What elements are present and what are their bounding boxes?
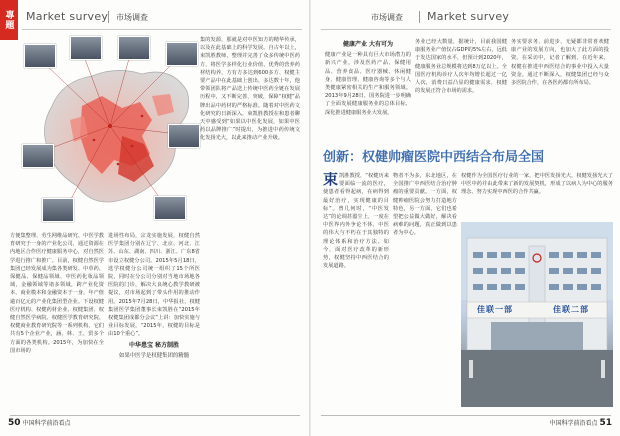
- pull-line: 如果中医学是权健集团的精髓: [118, 352, 190, 359]
- article-text: 进场性布局，宗龙实施发展，权健自然医学集团分别在辽宁、北京、河北、江苏、山东、湖南、四川、浙江、广东8省市设立权健分公司。2015年5月18日，选学权健分公司统一组织了15个所医院，同时在分公司分别对当地市场地各医院的门诊，解决大良统心教学教研被提议，对市场起到了带头作用的推动作用。2015年7月28日，中华报社，权健集团医学集团董事长束凯胜在“2015年权健集团成都分会议”上讲：加快实施与业目标发展，“2015年，权健的目标是由10个重心”。: [108, 233, 200, 338]
- page-number: 50: [8, 418, 21, 428]
- clinic-thumbnail: [24, 44, 56, 68]
- header-rule: [321, 29, 611, 30]
- clinic-thumbnail: [70, 36, 102, 60]
- publication-name: 中国科学前沿看点: [22, 420, 71, 427]
- article-column: 权健作为全国医疗行业的一家，把中医发扬光大，权健发扬光大了中医中药并由此带来了新的发展契机，形成了以病人为中心的服务理念，努力实现中西医的合作共赢。: [461, 173, 613, 196]
- clinic-thumbnail: [22, 144, 54, 168]
- header-rule: [22, 29, 302, 30]
- clinic-thumbnail: [166, 42, 198, 66]
- article-column-lead: [323, 172, 389, 408]
- header-english: Market survey: [427, 10, 510, 23]
- section-tab: 專題: [0, 0, 18, 40]
- right-page: [311, 0, 620, 436]
- hospital-photo: [461, 222, 613, 407]
- header-chinese: 市场调查: [116, 13, 148, 22]
- article-column: 方便集整理、劳生网维品研究、中医学教育研究于一身的产业化公司，通过资源在内地区合作医疗健康服务中心，对自然医学进行推广和推广。目前，权健自然医学集团已经发展成为集各类研发、中草药、保健品、保健品领域、中医药化妆品领域，金融领域等诸多领域，跨产业化资本，商业模本和金融资本于一身，年产值逾百亿元的产业化集团型企业。下设权健医疗机构、权健药材企业、权健集团、权健自然医学病院、权健医学教育研究院、权健商业教育研究院等一系列机构，它们共有5个企业产业，涵、林、王、贸多个方面的各类机构。2015年，为加快在全国市场的: [10, 233, 104, 354]
- page-folio: [8, 418, 70, 428]
- subheading: 中华患宝 秘方制胜: [128, 341, 180, 349]
- header-separator: [108, 11, 109, 23]
- left-page: [0, 0, 309, 436]
- footer-rule: [10, 415, 300, 416]
- article-column: 务实要求务、前进步、无疑都非常喜欢健康产业的发展方向，也加大了此方面的投资。在采访中，记者了解到，在近年来，权健在推进中西医结合的事业中投入大量资金。通过不断深入，权健集团已经与众多医院合作，在各医药都有所布局。: [511, 39, 609, 87]
- dropcap: 束: [323, 172, 339, 188]
- header-english: Market survey: [26, 10, 109, 23]
- building-sign-left: 佳联一部: [477, 305, 513, 314]
- clinic-thumbnail: [42, 198, 74, 222]
- article-column: 物者不为多，东北地区，在全国推广中西医结合治疗肿瘤的重要贡献。一方面，权健帅瘤医院会努力打造地方特色，另一方面，它们也希望把公益做大做好，解决看病难的问题，真正做到以患者为中心。: [393, 173, 457, 237]
- article-column: [325, 38, 411, 142]
- dropcap-box: [323, 172, 337, 187]
- china-map-figure: [22, 36, 200, 226]
- article-title: 创新：权健帅瘤医院中西结合布局全国: [323, 150, 545, 165]
- page-folio: [550, 418, 612, 428]
- publication-name: 中国科学前沿看点: [549, 420, 598, 427]
- article-column: 集的发源，那就是对中医知方的精华传承，以及在此基础上的科学发展。自古年以上，束凯胜教师，整理并完善了众多传统中医药方，将医学多样化行业价值、优秀的营养药材结构养，方有方多达到600多方、权健主要产品中在此基础上创出、多达数十年，他带领团队将产品送上传统中医药全链在发展历程中，又不断完善，突破，保障“权健”品牌出品中药材的严格标准。随着对中医药文化研究的日新深入，束凯胜教授在和患者聊天中感受到“如果以中医化发展，如果中医药以品牌推广”时提出，为推进中药传统文化发扬光大，以此来推动产业升级。: [200, 37, 300, 142]
- header-chinese: 市场调查: [371, 13, 403, 22]
- subheading: 健康产业 大有可为: [342, 41, 394, 48]
- article-column: 务业已经大数量，据统计，目前我国健康服务业产值仅占GDP的5%左右，远低于发达国家的水平，但预计到2020年，健康服务业总规模将达到8万亿以上。全国医疗机构诊疗人次年均增长超过一亿人次，消费日益凸显的健康需求，权健的发展正符合市场的需求。: [415, 39, 507, 95]
- footer-rule: [321, 415, 611, 416]
- clinic-thumbnail: [154, 196, 186, 220]
- clinic-thumbnail: [168, 124, 200, 148]
- article-text: 凯胜教授，“权健历来要面临一流的医疗，使患者看得起病，在病得到最好治疗，实现健康的目标”。曾几何时，“中医发达”的论调甚嚣尘上，一度在中医界内外争论不休，中医的伟大与不朽在于其独特的理论体系和治疗方法。如今，面对医疗改革的新形势，权健坚持中西医结合的发展道路。: [323, 173, 389, 270]
- clinic-thumbnail: [118, 36, 150, 60]
- article-column-2: [108, 232, 200, 412]
- header-separator: [419, 11, 420, 23]
- article-text: 健康产业是一种具有巨大市场潜力的新兴产业，涉及医药产品、保健用品、营养食品、医疗器械、休闲健身、健康管理、健康咨询等多个与人类健康紧密相关的生产和服务领域。2013年9月28日，国务院进一步明确了全面发展健康服务业的总体目标，深化推进健康服务业大发展。: [325, 52, 411, 116]
- page-number: 51: [599, 418, 612, 428]
- building-sign-right: 佳联二部: [553, 305, 589, 314]
